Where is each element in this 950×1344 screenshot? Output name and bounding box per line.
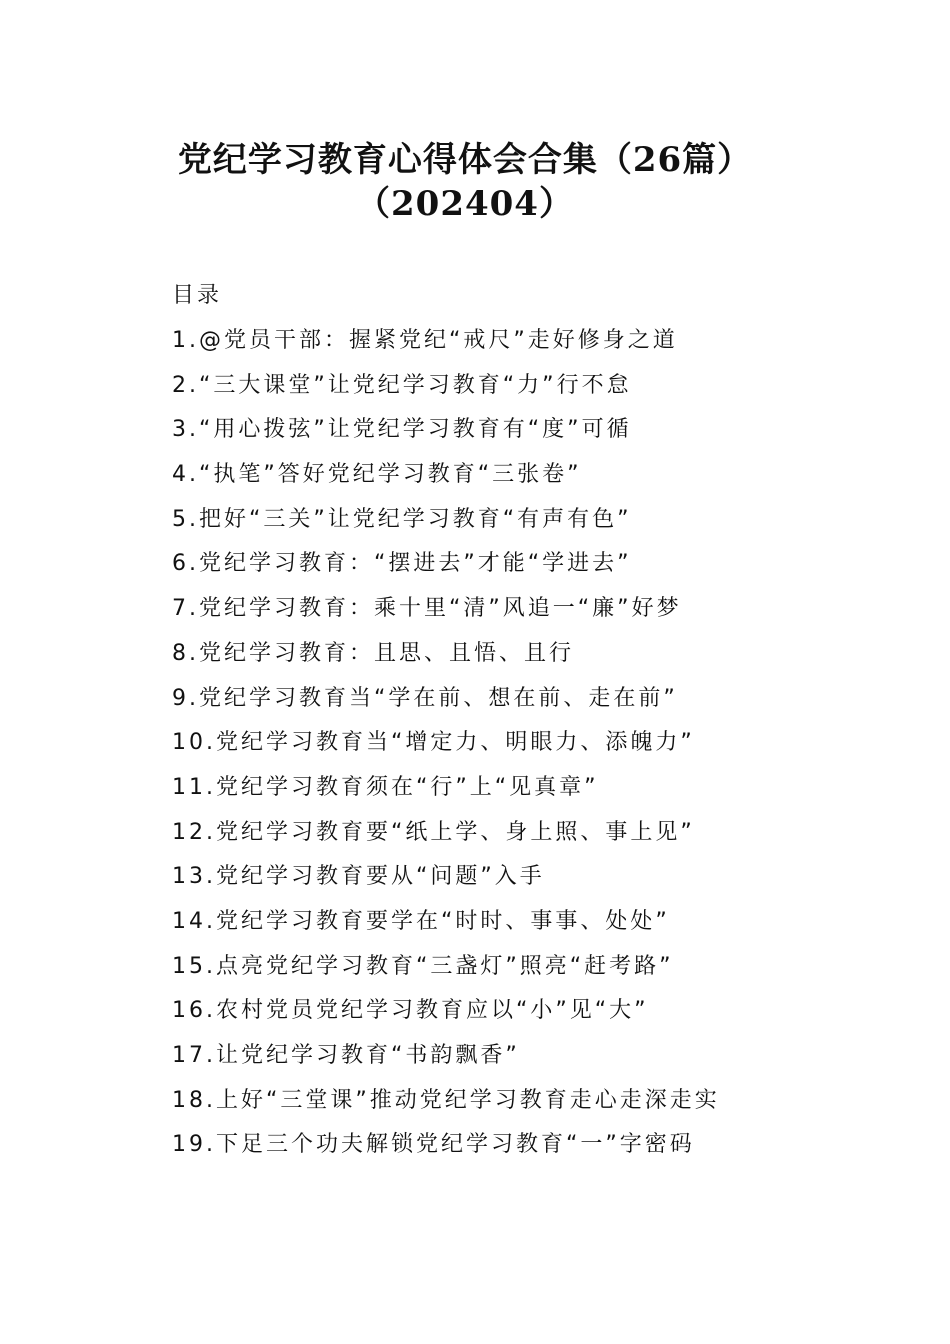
toc-item: 5.把好“三关”让党纪学习教育“有声有色” (172, 506, 632, 532)
toc-item: 16.农村党员党纪学习教育应以“小”见“大” (172, 998, 649, 1024)
table-of-contents (172, 325, 892, 1174)
toc-item: 19.下足三个功夫解锁党纪学习教育“一”字密码 (172, 1132, 695, 1158)
toc-item: 12.党纪学习教育要“纸上学、身上照、事上见” (172, 819, 695, 845)
toc-item: 11.党纪学习教育须在“行”上“见真章” (172, 774, 599, 800)
toc-item: 10.党纪学习教育当“增定力、明眼力、添魄力” (172, 730, 695, 756)
toc-item: 18.上好“三堂课”推动党纪学习教育走心走深走实 (172, 1087, 720, 1113)
toc-item: 2.“三大课堂”让党纪学习教育“力”行不怠 (172, 372, 632, 398)
toc-item: 14.党纪学习教育要学在“时时、事事、处处” (172, 908, 670, 934)
toc-item: 17.让党纪学习教育“书韵飘香” (172, 1043, 520, 1068)
toc-item: 13.党纪学习教育要从“问题”入手 (172, 864, 545, 890)
toc-item: 15.点亮党纪学习教育“三盏灯”照亮“赶考路” (172, 953, 674, 979)
toc-item: 9.党纪学习教育当“学在前、想在前、走在前” (172, 685, 678, 711)
toc-item: 8.党纪学习教育：且思、且悟、且行 (172, 640, 574, 666)
toc-item: 7.党纪学习教育：乘十里“清”风追一“廉”好梦 (172, 596, 682, 622)
document-title: 党纪学习教育心得体会合集（26篇） (177, 140, 753, 180)
document-subtitle-date: （202404） (356, 184, 574, 224)
toc-item: 1.@党员干部：握紧党纪“戒尺”走好修身之道 (172, 328, 678, 353)
toc-item: 3.“用心拨弦”让党纪学习教育有“度”可循 (172, 417, 632, 443)
toc-item: 6.党纪学习教育：“摆进去”才能“学进去” (172, 551, 632, 577)
toc-heading: 目录 (172, 283, 223, 308)
toc-item: 4.“执笔”答好党纪学习教育“三张卷” (172, 462, 582, 488)
